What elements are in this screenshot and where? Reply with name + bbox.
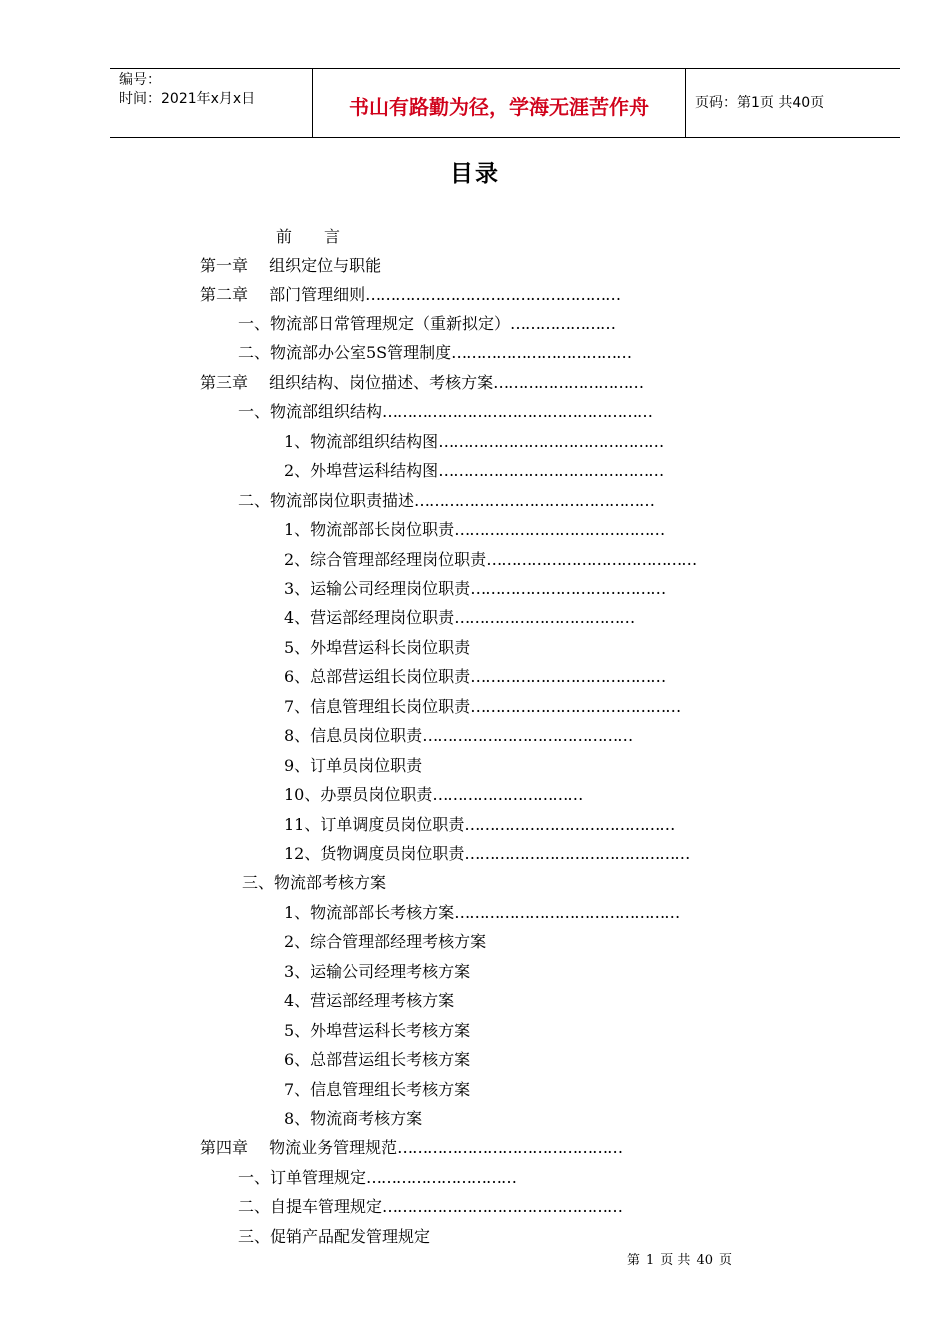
toc-entry [284, 990, 454, 1012]
toc-entry [284, 696, 680, 718]
motto-text: 书山有路勤为径，学海无涯苦作舟 [349, 95, 649, 119]
toc-entry-leader: ………………………… [432, 785, 583, 804]
toc-entry [284, 637, 470, 659]
toc-entry-leader: ……………………………… [451, 343, 632, 362]
toc-entry-leader: …………………………………… [486, 550, 697, 569]
toc-entry-title: 第一章 组织定位与职能 [200, 256, 382, 275]
toc-entry-leader: ……………………………………… [397, 1138, 623, 1157]
toc-entry [238, 1167, 516, 1189]
toc-entry-title: 11、订单调度员岗位职责 [284, 815, 465, 834]
toc-entry-title: 8、信息员岗位职责 [284, 726, 423, 745]
toc-entry-title: 第三章 组织结构、岗位描述、考核方案 [200, 373, 494, 392]
toc-entry-leader: …………………………………… [422, 726, 633, 745]
toc-entry [238, 490, 654, 512]
toc-entry-leader: ……………………………………… [438, 461, 664, 480]
toc-entry-leader: ……………………………………… [454, 903, 680, 922]
toc-entry [284, 549, 696, 571]
toc-entry-title: 2、外埠营运科结构图 [284, 461, 439, 480]
toc-entry-title: 10、办票员岗位职责 [284, 785, 433, 804]
toc-entry [284, 843, 689, 865]
toc-entry [284, 931, 486, 953]
toc-entry-title: 5、外埠营运科长考核方案 [284, 1021, 471, 1040]
toc-entry-leader: ……………………………… [454, 608, 635, 627]
toc-entry-leader: ………………………… [493, 373, 644, 392]
toc-entry-leader: ……………………………………… [438, 432, 664, 451]
page-title: 目录 [450, 161, 500, 187]
toc-entry-leader: ……………………………………………… [382, 402, 653, 421]
toc-entry-title: 12、货物调度员岗位职责 [284, 844, 465, 863]
toc-entry-title: 1、物流部部长考核方案 [284, 903, 455, 922]
toc-entry-leader: …………………………………… [470, 697, 681, 716]
page-footer [627, 1249, 738, 1268]
page-info: 页码：第1页 共40页 [695, 95, 825, 111]
toc-entry-title: 6、总部营运组长考核方案 [284, 1050, 471, 1069]
toc-entry [284, 607, 634, 629]
code-label: 编号： [119, 72, 161, 88]
toc-entry-title: 一、物流部日常管理规定（重新拟定） [238, 314, 511, 333]
toc-entry-title: 3、运输公司经理岗位职责 [284, 579, 471, 598]
toc-entry-leader: …………………………………… [454, 520, 665, 539]
toc-entry-leader: ………………………… [366, 1168, 517, 1187]
toc-entry-title: 4、营运部经理岗位职责 [284, 608, 455, 627]
footer-prefix: 第 [627, 1253, 641, 1268]
toc-entry-title: 9、订单员岗位职责 [284, 756, 423, 775]
toc-entry [284, 460, 663, 482]
toc-entry-title: 7、信息管理组长岗位职责 [284, 697, 471, 716]
toc-entry [284, 578, 665, 600]
toc-entry-title: 前 言 [276, 227, 341, 246]
toc-entry [284, 725, 632, 747]
toc-entry [238, 1226, 430, 1248]
toc-entry-title: 6、总部营运组长岗位职责 [284, 667, 471, 686]
toc-entry [284, 784, 582, 806]
toc-entry [284, 1020, 470, 1042]
toc-entry-title: 二、自提车管理规定 [238, 1197, 383, 1216]
date-label: 时间：2021年x月x日 [119, 91, 256, 107]
toc-entry-title: 3、运输公司经理考核方案 [284, 962, 471, 981]
toc-entry [284, 666, 665, 688]
toc-entry-leader: ………………………………… [470, 579, 666, 598]
toc-entry-title: 1、物流部组织结构图 [284, 432, 439, 451]
toc-entry-title: 2、综合管理部经理考核方案 [284, 932, 487, 951]
toc-entry-title: 1、物流部部长岗位职责 [284, 520, 455, 539]
toc-entry-title: 二、物流部办公室5S管理制度 [238, 343, 452, 362]
toc-entry [238, 342, 631, 364]
toc-entry-title: 5、外埠营运科长岗位职责 [284, 638, 471, 657]
toc-entry-leader: …………………………………………… [365, 285, 621, 304]
toc-entry-title: 三、促销产品配发管理规定 [238, 1227, 431, 1246]
toc-entry [238, 401, 652, 423]
document-header [110, 68, 900, 138]
toc-entry [238, 1196, 622, 1218]
toc-entry [276, 226, 340, 248]
toc-entry [200, 372, 643, 394]
toc-entry [284, 519, 664, 541]
toc-entry-title: 2、综合管理部经理岗位职责 [284, 550, 487, 569]
toc-entry-leader: ………………………………… [470, 667, 666, 686]
toc-entry [284, 1049, 470, 1071]
toc-entry [200, 255, 381, 277]
toc-entry [284, 755, 422, 777]
toc-entry-title: 三、物流部考核方案 [242, 873, 387, 892]
toc-entry [284, 1108, 422, 1130]
toc-entry-leader: ………………… [510, 314, 616, 333]
toc-entry [200, 284, 620, 306]
footer-mid: 页 共 [660, 1253, 691, 1268]
toc-entry-title: 7、信息管理组长考核方案 [284, 1080, 471, 1099]
toc-entry [242, 872, 386, 894]
header-motto-cell [313, 69, 686, 137]
toc-entry-title: 第二章 部门管理细则 [200, 285, 366, 304]
toc-entry-title: 4、营运部经理考核方案 [284, 991, 455, 1010]
toc-entry [284, 431, 663, 453]
toc-entry-title: 一、物流部组织结构 [238, 402, 383, 421]
toc-entry-title: 第四章 物流业务管理规范 [200, 1138, 398, 1157]
toc-entry [284, 902, 679, 924]
footer-page-number: 1 [646, 1253, 655, 1268]
toc-entry [284, 961, 470, 983]
toc-entry-title: 一、订单管理规定 [238, 1168, 367, 1187]
header-meta-cell [110, 69, 313, 137]
toc-entry [200, 1137, 622, 1159]
toc-entry [238, 313, 615, 335]
toc-entry-leader: ………………………………………… [414, 491, 655, 510]
toc-entry-title: 8、物流商考核方案 [284, 1109, 423, 1128]
toc-entry [284, 1079, 470, 1101]
toc-entry-leader: ………………………………………… [382, 1197, 623, 1216]
toc-entry-leader: ……………………………………… [464, 844, 690, 863]
header-page-cell [686, 69, 900, 137]
toc-entry-title: 二、物流部岗位职责描述 [238, 491, 415, 510]
toc-entry-leader: …………………………………… [464, 815, 675, 834]
footer-total-pages: 40 [696, 1253, 713, 1268]
toc-entry [284, 814, 674, 836]
footer-suffix: 页 [718, 1253, 732, 1268]
